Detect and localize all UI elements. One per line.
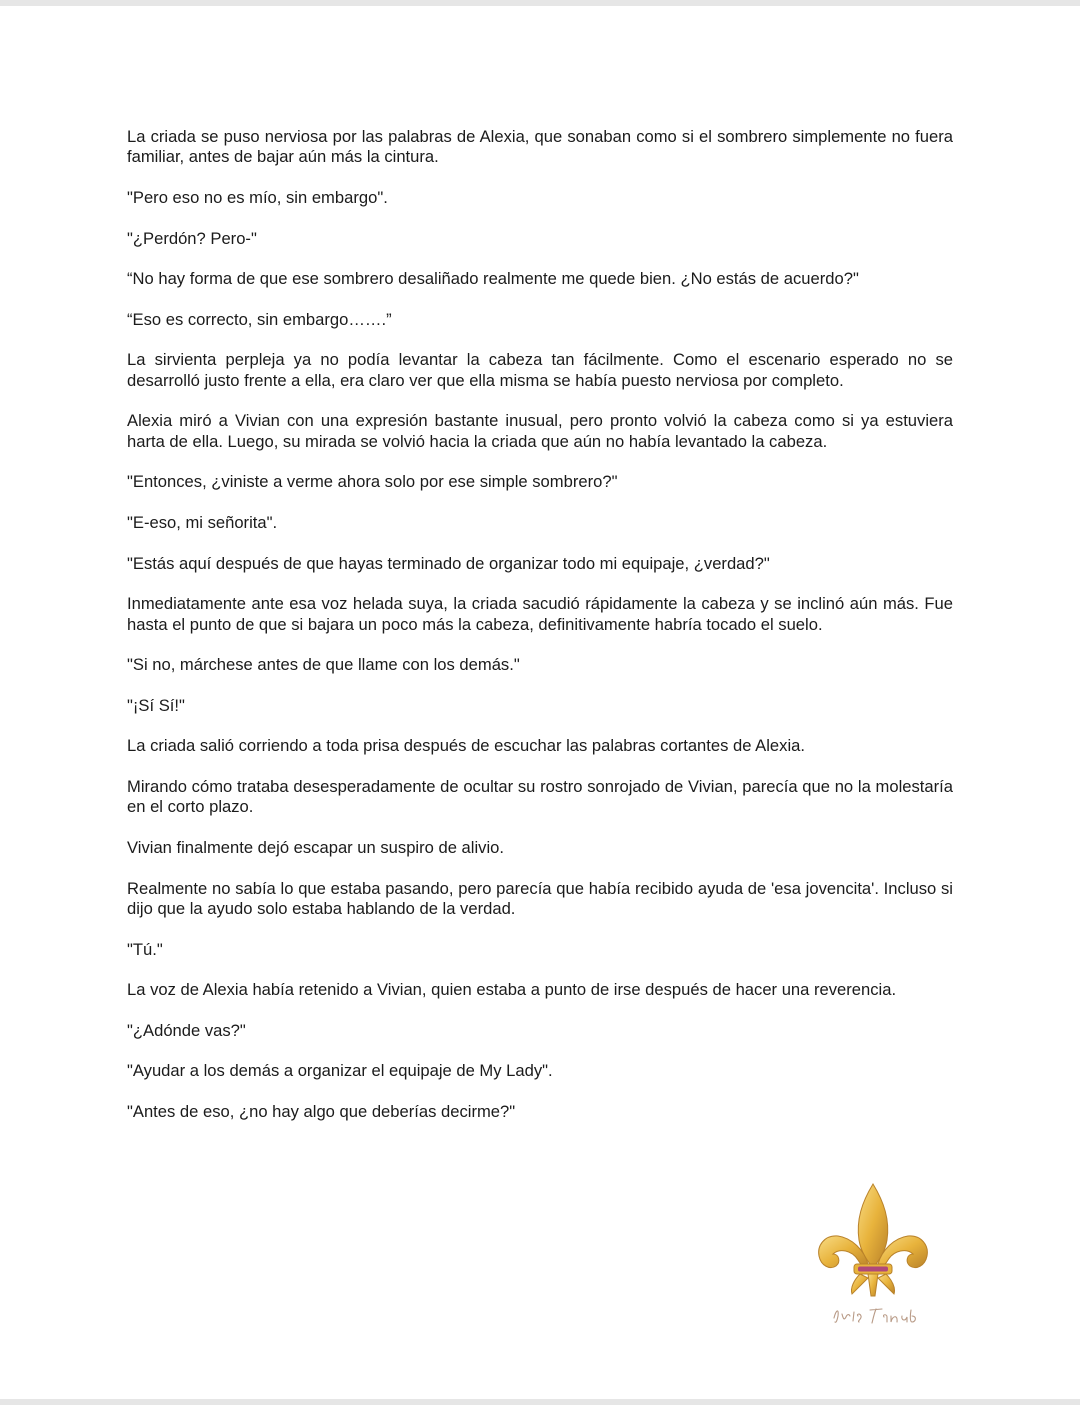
paragraph: "Tú." — [127, 939, 163, 959]
paragraph: "Ayudar a los demás a organizar el equipaje de My Lady". — [127, 1061, 553, 1081]
paragraph: "Estás aquí después de que hayas terminado de organizar todo mi equipaje, ¿verdad?" — [127, 553, 770, 573]
paragraph: Alexia miró a Vivian con una expresión bastante inusual, pero pronto volvió la cabeza como si ya estuviera harta de ella. Luego, su mirada se volvió hacia la criada que aún no había levantado la cabeza. — [127, 411, 953, 451]
bottom-border — [0, 1399, 1080, 1405]
paragraph: Realmente no sabía lo que estaba pasando, pero parecía que había recibido ayuda de 'esa jovencita'. Incluso si dijo que la ayudo solo estaba hablando de la verdad. — [127, 878, 953, 918]
paragraph: "Pero eso no es mío, sin embargo". — [127, 188, 388, 207]
fleur-de-lis-icon — [812, 1180, 934, 1330]
paragraph: Inmediatamente ante esa voz helada suya, la criada sacudió rápidamente la cabeza y se inclinó aún más. Fue hasta el punto de que si bajara un poco más la cabeza, definitivamente habría tocado el suelo. — [127, 594, 953, 634]
paragraph: La sirvienta perpleja ya no podía levantar la cabeza tan fácilmente. Como el escenario esperado no se desarrolló justo frente a ella, era claro ver que ella misma se había puesto nerviosa por completo. — [127, 350, 953, 390]
paragraph: "Si no, márchese antes de que llame con los demás." — [127, 655, 520, 675]
paragraph: La criada salió corriendo a toda prisa después de escuchar las palabras cortantes de Alexia. — [127, 736, 805, 756]
paragraph: “No hay forma de que ese sombrero desaliñado realmente me quede bien. ¿No estás de acuerdo?" — [127, 269, 859, 289]
paragraph: "¿Adónde vas?" — [127, 1020, 246, 1040]
paragraph: Mirando cómo trataba desesperadamente de ocultar su rostro sonrojado de Vivian, parecía que no la molestaría en el corto plazo. — [127, 776, 953, 817]
paragraph: La criada se puso nerviosa por las palabras de Alexia, que sonaban como si el sombrero simplemente no fuera familiar, antes de bajar aún más la cintura. — [127, 127, 953, 167]
paragraph: "¿Perdón? Pero-" — [127, 228, 257, 248]
paragraph: "Antes de eso, ¿no hay algo que deberías decirme?" — [127, 1101, 516, 1121]
paragraph: "E-eso, mi señorita". — [127, 512, 278, 532]
paragraph: "Entonces, ¿viniste a verme ahora solo por ese simple sombrero?" — [127, 472, 618, 492]
document-body — [127, 127, 953, 1143]
paragraph: "¡Sí Sí!" — [127, 695, 185, 715]
paragraph: “Eso es correcto, sin embargo…….” — [127, 309, 392, 329]
paragraph: Vivian finalmente dejó escapar un suspiro de alivio. — [127, 837, 504, 857]
paragraph: La voz de Alexia había retenido a Vivian, quien estaba a punto de irse después de hacer una reverencia. — [127, 980, 897, 1000]
fansub-logo — [812, 1180, 934, 1330]
